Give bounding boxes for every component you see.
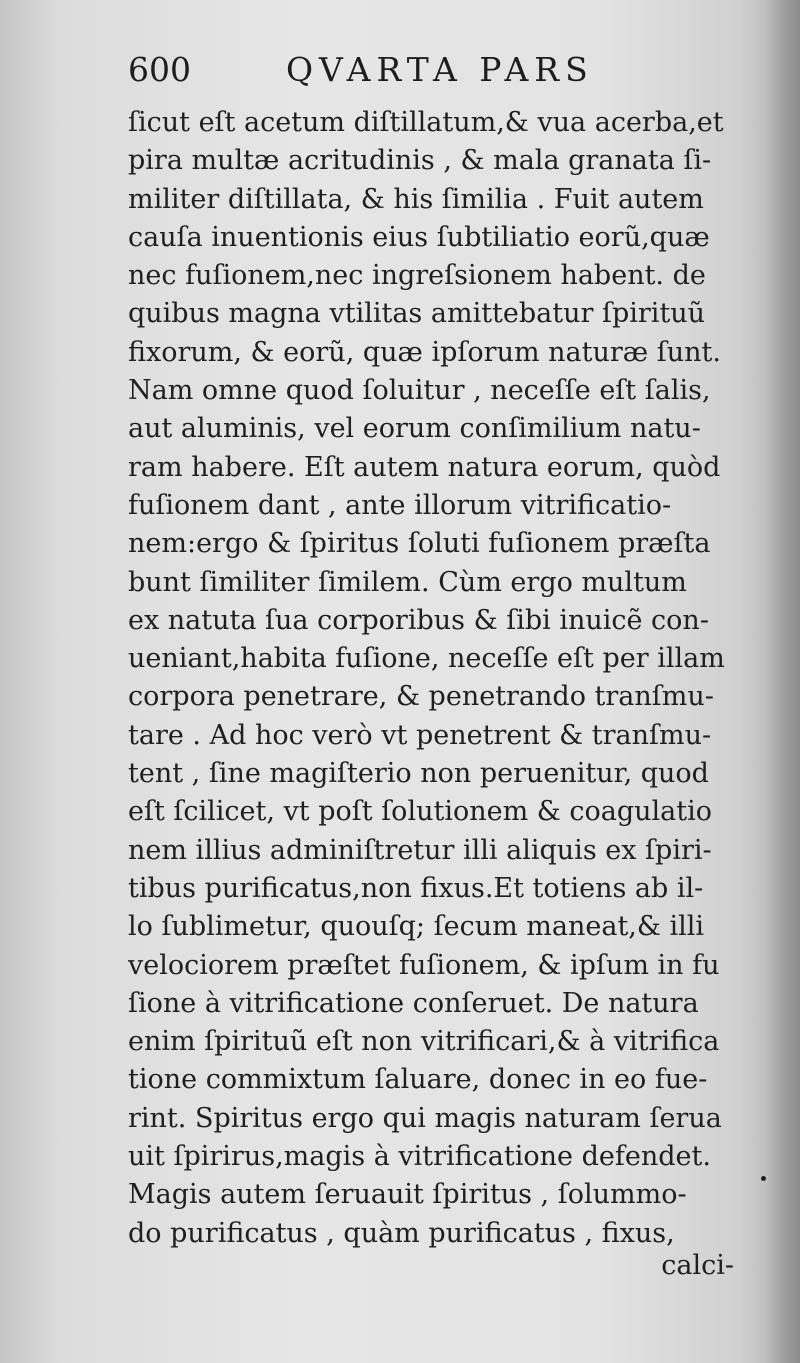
text-line: velociorem præſtet fuſionem, & ipſum in fu [128, 949, 720, 981]
text-line: militer diſtillata, & his ſimilia . Fuit autem [128, 183, 704, 215]
text-line: ſicut eſt acetum diſtillatum,& vua acerba,et [128, 107, 724, 138]
running-title: QVARTA PARS [286, 50, 594, 89]
text-line: ueniant,habita fuſione, neceſſe eſt per illam [128, 643, 725, 675]
text-line: Nam omne quod ſoluitur , neceſſe eſt ſalis, [128, 375, 711, 407]
text-line: ex natuta ſua corporibus & ſibi inuicẽ con- [128, 604, 709, 636]
text-line: cauſa inuentionis eius ſubtiliatio eorũ,quæ [128, 221, 710, 253]
text-line: do purificatus , quàm purificatus , fixus, [128, 1217, 675, 1249]
text-line: tare . Ad hoc verò vt penetrent & tranſmu- [128, 719, 712, 751]
text-line: nec fuſionem,nec ingreſsionem habent. de [128, 260, 706, 292]
text-line: tione commixtum ſaluare, donec in eo fue- [128, 1064, 708, 1096]
text-line: ſione à vitrificatione conſeruet. De natura [128, 987, 699, 1019]
margin-dot [761, 1176, 766, 1181]
text-line: eſt ſcilicet, vt poſt ſolutionem & coagulatio [128, 796, 712, 828]
text-line: pira multæ acritudinis , & mala granata ſi- [128, 145, 712, 177]
text-line: fixorum, & eorũ, quæ ipſorum naturæ ſunt. [128, 336, 721, 368]
text-line: quibus magna vtilitas amittebatur ſpirituũ [128, 298, 706, 330]
text-line: fuſionem dant , ante illorum vitrificatio- [128, 489, 672, 521]
page-number: 600 [128, 50, 191, 89]
text-line: lo ſublimetur, quouſq; ſecum maneat,& illi [128, 911, 705, 943]
text-line: uit ſpirirus,magis à vitrificatione defendet. [128, 1141, 711, 1173]
catchword: calci- [661, 1250, 734, 1281]
text-line: rint. Spiritus ergo qui magis naturam ſerua [128, 1102, 722, 1134]
text-line: nem:ergo & ſpiritus ſoluti fuſionem præſta [128, 528, 711, 560]
text-line: enim ſpirituũ eſt non vitrificari,& à vitrifica [128, 1026, 720, 1058]
text-line: bunt ſimiliter ſimilem. Cùm ergo multum [128, 566, 687, 598]
text-line: corpora penetrare, & penetrando tranſmu- [128, 681, 714, 713]
text-line: tibus purificatus,non fixus.Et totiens ab il- [128, 872, 704, 904]
text-line: ram habere. Eſt autem natura eorum, quòd [128, 451, 721, 483]
text-line: nem illius adminiſtretur illi aliquis ex ſpiri- [128, 834, 712, 866]
page-gutter-shadow [766, 0, 800, 1363]
text-line: Magis autem ſeruauit ſpiritus , ſolummo- [128, 1179, 687, 1211]
body-text [128, 104, 740, 1253]
page-header [128, 44, 668, 100]
text-line: aut aluminis, vel eorum conſimilium natu- [128, 413, 701, 445]
text-line: tent , ſine magiſterio non peruenitur, quod [128, 758, 709, 790]
